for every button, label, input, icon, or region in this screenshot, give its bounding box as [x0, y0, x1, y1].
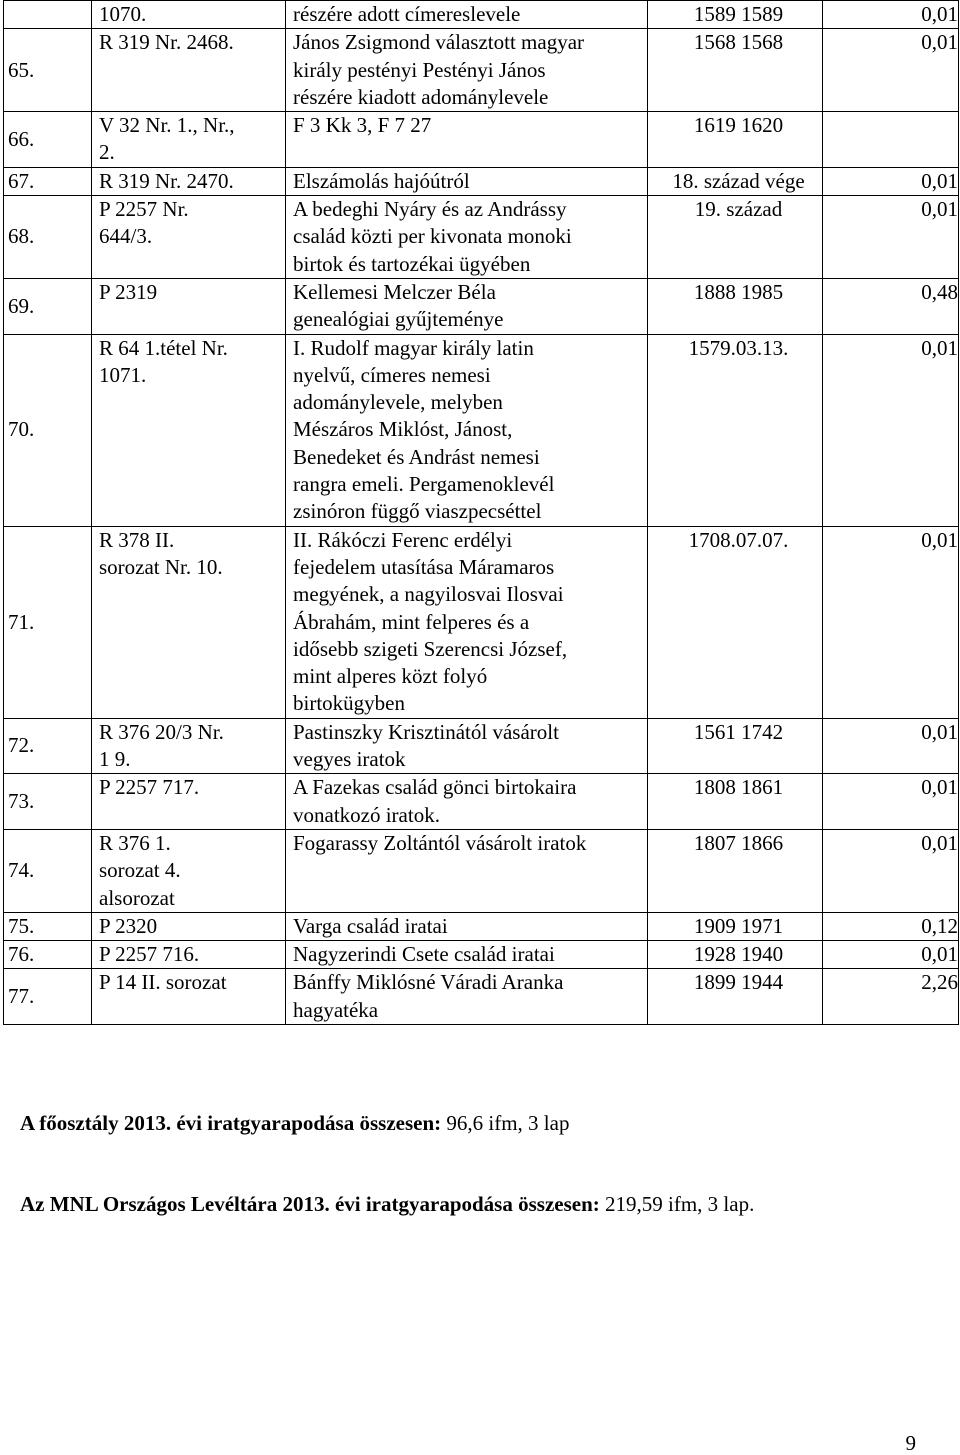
- signature-line: R 319 Nr. 2468.: [99, 30, 234, 55]
- row-date-range: 1899 1944: [648, 969, 823, 1025]
- table-row: [4, 526, 959, 718]
- title-line: Pastinszky Krisztinától vásárolt: [293, 719, 559, 744]
- title-line: család közti per kivonata monoki: [293, 224, 572, 249]
- title-line: részére adott címereslevele: [293, 2, 521, 26]
- signature-line: P 2320: [99, 913, 158, 938]
- row-extent: 2,26: [823, 969, 959, 1025]
- table-row: [4, 278, 959, 334]
- row-date-range: 1568 1568: [648, 29, 823, 112]
- row-extent: 0,01: [823, 167, 959, 195]
- archive-total: [20, 1191, 754, 1218]
- title-line: Kellemesi Melczer Béla: [293, 279, 496, 304]
- table-row: [4, 334, 959, 526]
- row-number: 69.: [4, 278, 92, 334]
- title-line: hagyatéka: [293, 997, 379, 1022]
- row-extent: 0,12: [823, 912, 959, 940]
- title-line: idősebb szigeti Szerencsi József,: [293, 636, 568, 661]
- title-line: megyének, a nagyilosvai Ilosvai: [293, 582, 564, 607]
- row-date-range: 1888 1985: [648, 278, 823, 334]
- row-extent: 0,48: [823, 278, 959, 334]
- row-title: [286, 196, 648, 279]
- row-number: 76.: [4, 941, 92, 969]
- row-title: [286, 1, 648, 29]
- table-row: [4, 969, 959, 1025]
- signature-line: 1070.: [99, 2, 147, 26]
- accession-table: [3, 0, 959, 1025]
- table-row: [4, 912, 959, 940]
- row-signature: [92, 941, 286, 969]
- title-line: I. Rudolf magyar király latin: [293, 335, 534, 360]
- row-extent: 0,01: [823, 829, 959, 912]
- row-title: [286, 718, 648, 774]
- title-line: vegyes iratok: [293, 747, 406, 772]
- signature-line: 2.: [99, 140, 115, 165]
- row-extent: 0,01: [823, 29, 959, 112]
- row-signature: [92, 718, 286, 774]
- row-extent: 0,01: [823, 718, 959, 774]
- signature-line: R 376 1.: [99, 830, 171, 855]
- department-total-label: A főosztály 2013. évi iratgyarapodása összesen:: [20, 1111, 442, 1135]
- row-extent: 0,01: [823, 1, 959, 29]
- row-date-range: 1589 1589: [648, 1, 823, 29]
- row-number: 65.: [4, 29, 92, 112]
- row-signature: [92, 167, 286, 195]
- row-title: [286, 829, 648, 912]
- table-row: [4, 167, 959, 195]
- title-line: nyelvű, címeres nemesi: [293, 362, 491, 387]
- title-line: vonatkozó iratok.: [293, 802, 440, 827]
- signature-line: R 378 II.: [99, 527, 175, 552]
- row-number: 74.: [4, 829, 92, 912]
- signature-line: R 376 20/3 Nr.: [99, 719, 224, 744]
- row-extent: 0,01: [823, 941, 959, 969]
- signature-line: P 2319: [99, 279, 158, 304]
- signature-line: alsorozat: [99, 885, 175, 910]
- row-title: [286, 334, 648, 526]
- signature-line: P 2257 Nr.: [99, 197, 189, 222]
- table-row: [4, 941, 959, 969]
- title-line: király pestényi Pestényi János: [293, 57, 546, 82]
- row-date-range: 1619 1620: [648, 112, 823, 168]
- table-row: [4, 718, 959, 774]
- row-date-range: 1561 1742: [648, 718, 823, 774]
- title-line: Varga család iratai: [293, 913, 448, 938]
- signature-line: P 2257 716.: [99, 942, 200, 967]
- row-signature: [92, 774, 286, 830]
- title-line: genealógiai gyűjteménye: [293, 307, 504, 332]
- row-number: 71.: [4, 526, 92, 718]
- title-line: zsinóron függő viaszpecséttel: [293, 499, 542, 524]
- title-line: Mészáros Miklóst, Jánost,: [293, 417, 513, 442]
- title-line: F 3 Kk 3, F 7 27: [293, 113, 432, 138]
- signature-line: 1 9.: [99, 747, 131, 772]
- title-line: Fogarassy Zoltántól vásárolt iratok: [293, 830, 587, 855]
- department-total-value: 96,6 ifm, 3 lap: [441, 1111, 570, 1135]
- table-row: [4, 1, 959, 29]
- title-line: Elszámolás hajóútról: [293, 168, 470, 193]
- row-date-range: 1909 1971: [648, 912, 823, 940]
- row-signature: [92, 29, 286, 112]
- title-line: adománylevele, melyben: [293, 390, 503, 415]
- row-title: [286, 526, 648, 718]
- page-number: 9: [905, 1431, 916, 1455]
- signature-line: R 319 Nr. 2470.: [99, 168, 234, 193]
- row-signature: [92, 829, 286, 912]
- row-signature: [92, 1, 286, 29]
- title-line: Ábrahám, mint felperes és a: [293, 609, 530, 634]
- row-date-range: 1807 1866: [648, 829, 823, 912]
- title-line: Benedeket és Andrást nemesi: [293, 444, 540, 469]
- row-extent: [823, 112, 959, 168]
- table-row: [4, 196, 959, 279]
- title-line: János Zsigmond választott magyar: [293, 30, 585, 55]
- row-signature: [92, 969, 286, 1025]
- title-line: II. Rákóczi Ferenc erdélyi: [293, 527, 513, 552]
- table-row: [4, 829, 959, 912]
- row-title: [286, 969, 648, 1025]
- row-title: [286, 29, 648, 112]
- archive-total-label: Az MNL Országos Levéltára 2013. évi iratgyarapodása összesen:: [20, 1192, 600, 1216]
- department-total: [20, 1110, 569, 1137]
- title-line: Bánffy Miklósné Váradi Aranka: [293, 970, 564, 995]
- row-number: 73.: [4, 774, 92, 830]
- row-number: [4, 1, 92, 29]
- title-line: birtok és tartozékai ügyében: [293, 251, 531, 276]
- row-title: [286, 167, 648, 195]
- row-extent: 0,01: [823, 196, 959, 279]
- row-date-range: 1928 1940: [648, 941, 823, 969]
- accession-table-body: [4, 1, 959, 1025]
- title-line: fejedelem utasítása Máramaros: [293, 554, 555, 579]
- row-title: [286, 941, 648, 969]
- table-row: [4, 29, 959, 112]
- row-signature: [92, 278, 286, 334]
- archive-total-value: 219,59 ifm, 3 lap.: [599, 1192, 755, 1216]
- row-extent: 0,01: [823, 774, 959, 830]
- row-extent: 0,01: [823, 334, 959, 526]
- row-title: [286, 112, 648, 168]
- signature-line: P 2257 717.: [99, 775, 200, 800]
- row-signature: [92, 912, 286, 940]
- row-number: 67.: [4, 167, 92, 195]
- title-line: birtokügyben: [293, 691, 405, 716]
- row-title: [286, 912, 648, 940]
- title-line: mint alperes közt folyó: [293, 664, 488, 689]
- row-date-range: 18. század vége: [648, 167, 823, 195]
- table-row: [4, 774, 959, 830]
- signature-line: sorozat Nr. 10.: [99, 554, 223, 579]
- row-number: 72.: [4, 718, 92, 774]
- row-date-range: 19. század: [648, 196, 823, 279]
- title-line: rangra emeli. Pergamenoklevél: [293, 472, 555, 497]
- signature-line: V 32 Nr. 1., Nr.,: [99, 113, 235, 138]
- signature-line: R 64 1.tétel Nr.: [99, 335, 228, 360]
- row-signature: [92, 334, 286, 526]
- row-number: 75.: [4, 912, 92, 940]
- row-date-range: 1579.03.13.: [648, 334, 823, 526]
- row-title: [286, 774, 648, 830]
- row-number: 70.: [4, 334, 92, 526]
- signature-line: P 14 II. sorozat: [99, 970, 227, 995]
- title-line: A Fazekas család gönci birtokaira: [293, 775, 577, 800]
- row-number: 77.: [4, 969, 92, 1025]
- row-date-range: 1808 1861: [648, 774, 823, 830]
- row-date-range: 1708.07.07.: [648, 526, 823, 718]
- title-line: Nagyzerindi Csete család iratai: [293, 942, 555, 967]
- signature-line: 1071.: [99, 362, 147, 387]
- row-extent: 0,01: [823, 526, 959, 718]
- row-title: [286, 278, 648, 334]
- row-signature: [92, 112, 286, 168]
- title-line: részére kiadott adománylevele: [293, 84, 549, 109]
- row-number: 66.: [4, 112, 92, 168]
- table-row: [4, 112, 959, 168]
- row-signature: [92, 196, 286, 279]
- signature-line: sorozat 4.: [99, 858, 181, 883]
- row-signature: [92, 526, 286, 718]
- row-number: 68.: [4, 196, 92, 279]
- signature-line: 644/3.: [99, 224, 153, 249]
- title-line: A bedeghi Nyáry és az Andrássy: [293, 197, 567, 222]
